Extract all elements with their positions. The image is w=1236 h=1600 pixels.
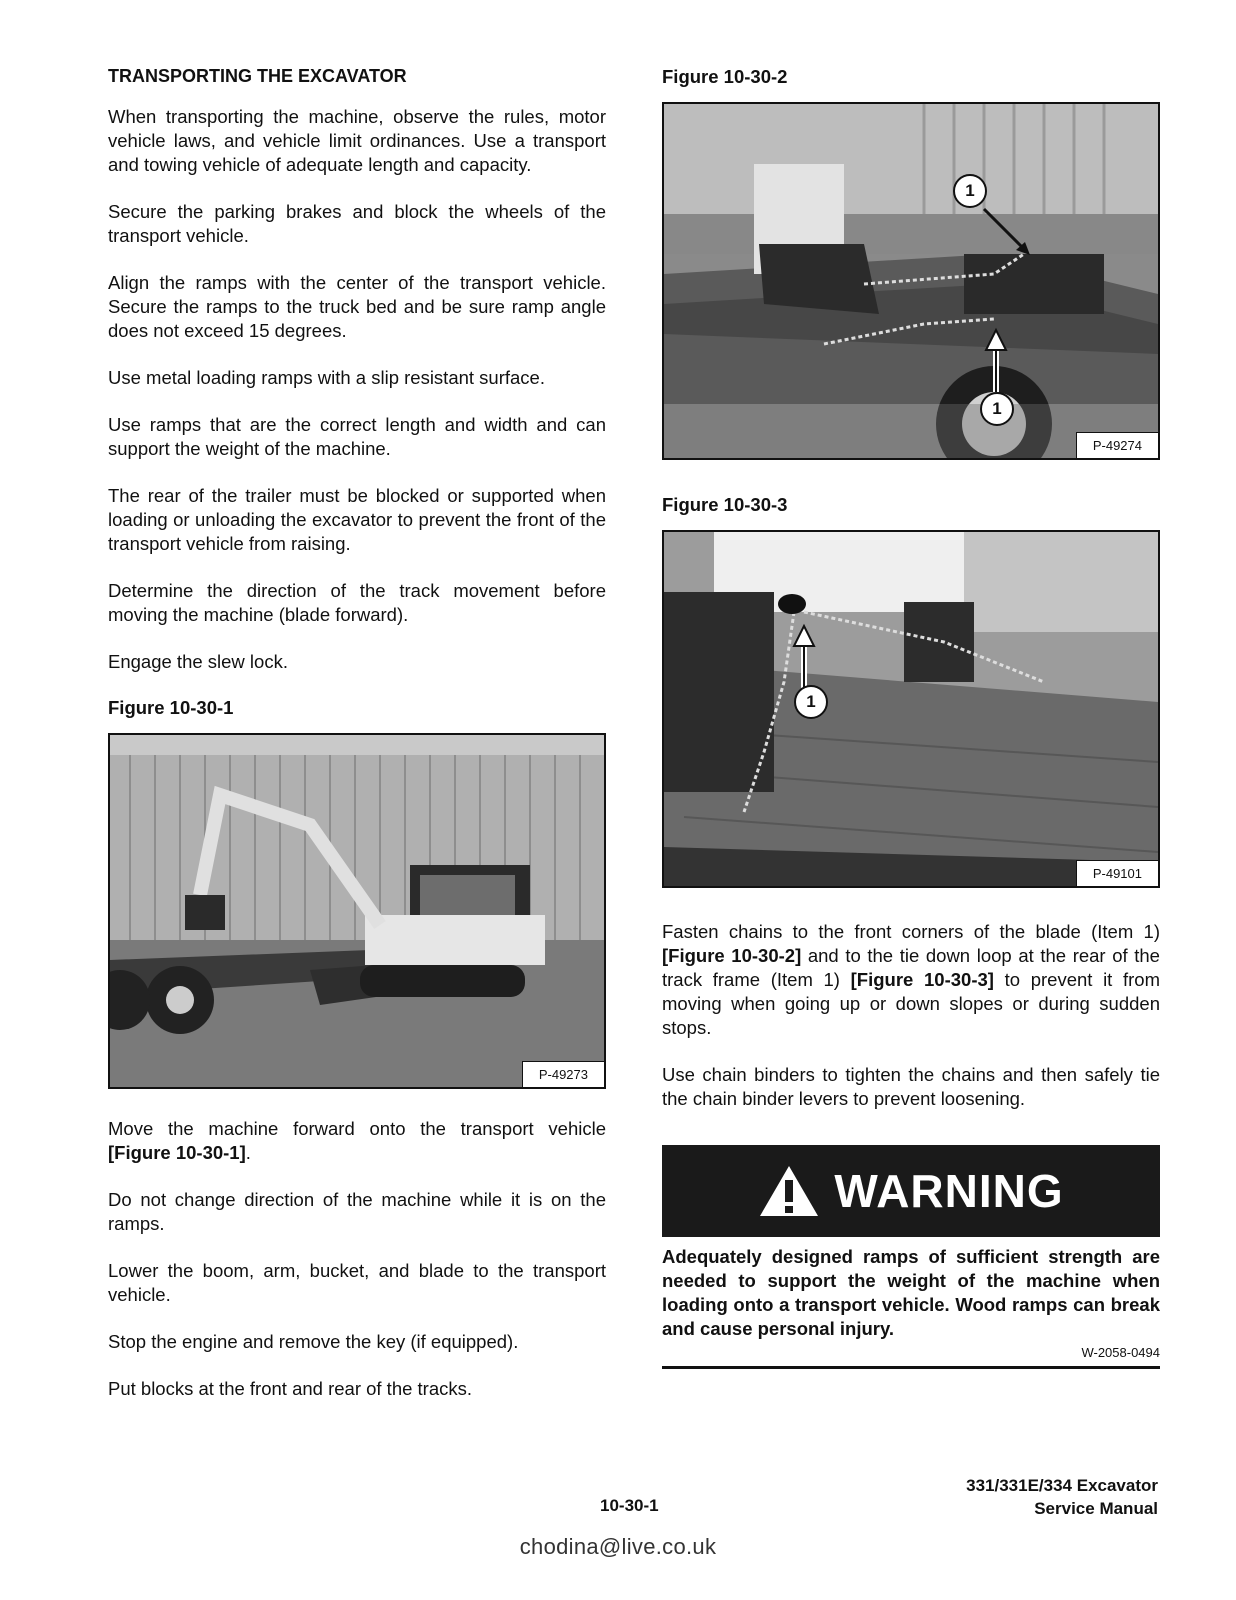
paragraph-no-direction-change: Do not change direction of the machine while it is on the ramps. [108,1189,606,1234]
figure-3-photo [662,530,1160,888]
figure-2-callout-lower: 1 [980,392,1014,426]
paragraph-put-blocks: Put blocks at the front and rear of the tracks. [108,1378,473,1399]
watermark-email: chodina@live.co.uk [519,1534,717,1559]
paragraph-parking-brakes: Secure the parking brakes and block the wheels of the transport vehicle. [108,201,606,246]
paragraph-metal-ramps: Use metal loading ramps with a slip resistant surface. [108,367,545,388]
manual-model: 331/331E/334 Excavator [966,1476,1158,1495]
paragraph-move-forward-text: Move the machine forward onto the transport vehicle [108,1118,606,1139]
figure-3-callout: 1 [794,685,828,719]
figure-3-reference: [Figure 10-30-3] [850,969,994,990]
paragraph-chain-binders: Use chain binders to tighten the chains and then safely tie the chain binder levers to prevent loosening. [662,1064,1160,1109]
paragraph-trailer-rear: The rear of the trailer must be blocked or supported when loading or unloading the excavator to prevent the front of the transport vehicle from raising. [108,485,606,554]
paragraph-ramp-length: Use ramps that are the correct length and width and can support the weight of the machine. [108,414,606,459]
paragraph-fasten-chains-part-c: to prevent it from moving when going up or down slopes or during sudden stops. [662,969,1160,1038]
warning-code: W-2058-0494 [662,1345,1160,1369]
warning-title: WARNING [834,1165,1064,1217]
warning-block [662,1145,1160,1369]
figure-3-caption: Figure 10-30-3 [662,494,788,515]
paragraph-stop-engine: Stop the engine and remove the key (if equipped). [108,1331,519,1352]
figure-2-photo [662,102,1160,460]
figure-1-reference: [Figure 10-30-1] [108,1142,246,1163]
manual-title [966,1474,1158,1520]
left-column [108,66,606,1424]
figure-1-caption: Figure 10-30-1 [108,697,234,718]
blade-chain-illustration [664,104,1158,458]
figure-3-photo-id: P-49101 [1076,860,1158,886]
right-column [662,66,1160,1369]
warning-text: Adequately designed ramps of sufficient strength are needed to support the weight of the machine when loading onto a transport vehicle. Wood ramps can break and cause personal injury. [662,1246,1160,1339]
paragraph-fasten-chains [662,920,1160,1040]
paragraph-move-forward-end: . [245,1142,251,1163]
figure-1-photo [108,733,606,1089]
figure-2-callout-upper: 1 [953,174,987,208]
figure-2-photo-id: P-49274 [1076,432,1158,458]
warning-triangle-icon [758,1164,820,1218]
section-heading: TRANSPORTING THE EXCAVATOR [108,66,407,86]
paragraph-fasten-chains-part-b: and to the tie down loop at the rear of the track frame (Item 1) [662,945,1160,990]
paragraph-track-direction: Determine the direction of the track movement before moving the machine (blade forward). [108,580,606,625]
manual-type: Service Manual [1034,1499,1158,1518]
warning-banner [662,1145,1160,1237]
paragraph-slew-lock: Engage the slew lock. [108,651,288,672]
paragraph-fasten-chains-part-a: Fasten chains to the front corners of the blade (Item 1) [662,921,1160,942]
paragraph-align-ramps: Align the ramps with the center of the transport vehicle. Secure the ramps to the truck bed and be sure ramp angle does not exceed 15 degrees. [108,272,606,341]
paragraph-lower-boom: Lower the boom, arm, bucket, and blade to the transport vehicle. [108,1260,606,1305]
excavator-on-ramp-illustration [110,735,604,1087]
figure-2-caption: Figure 10-30-2 [662,66,788,87]
paragraph-rules: When transporting the machine, observe the rules, motor vehicle laws, and vehicle limit ordinances. Use a transport and towing vehicle of adequate length and capacity. [108,106,606,175]
figure-1-photo-id: P-49273 [522,1061,604,1087]
track-frame-chain-illustration [664,532,1158,886]
paragraph-move-forward [108,1117,606,1165]
page-number: 10-30-1 [600,1496,659,1515]
figure-2-reference: [Figure 10-30-2] [662,945,802,966]
